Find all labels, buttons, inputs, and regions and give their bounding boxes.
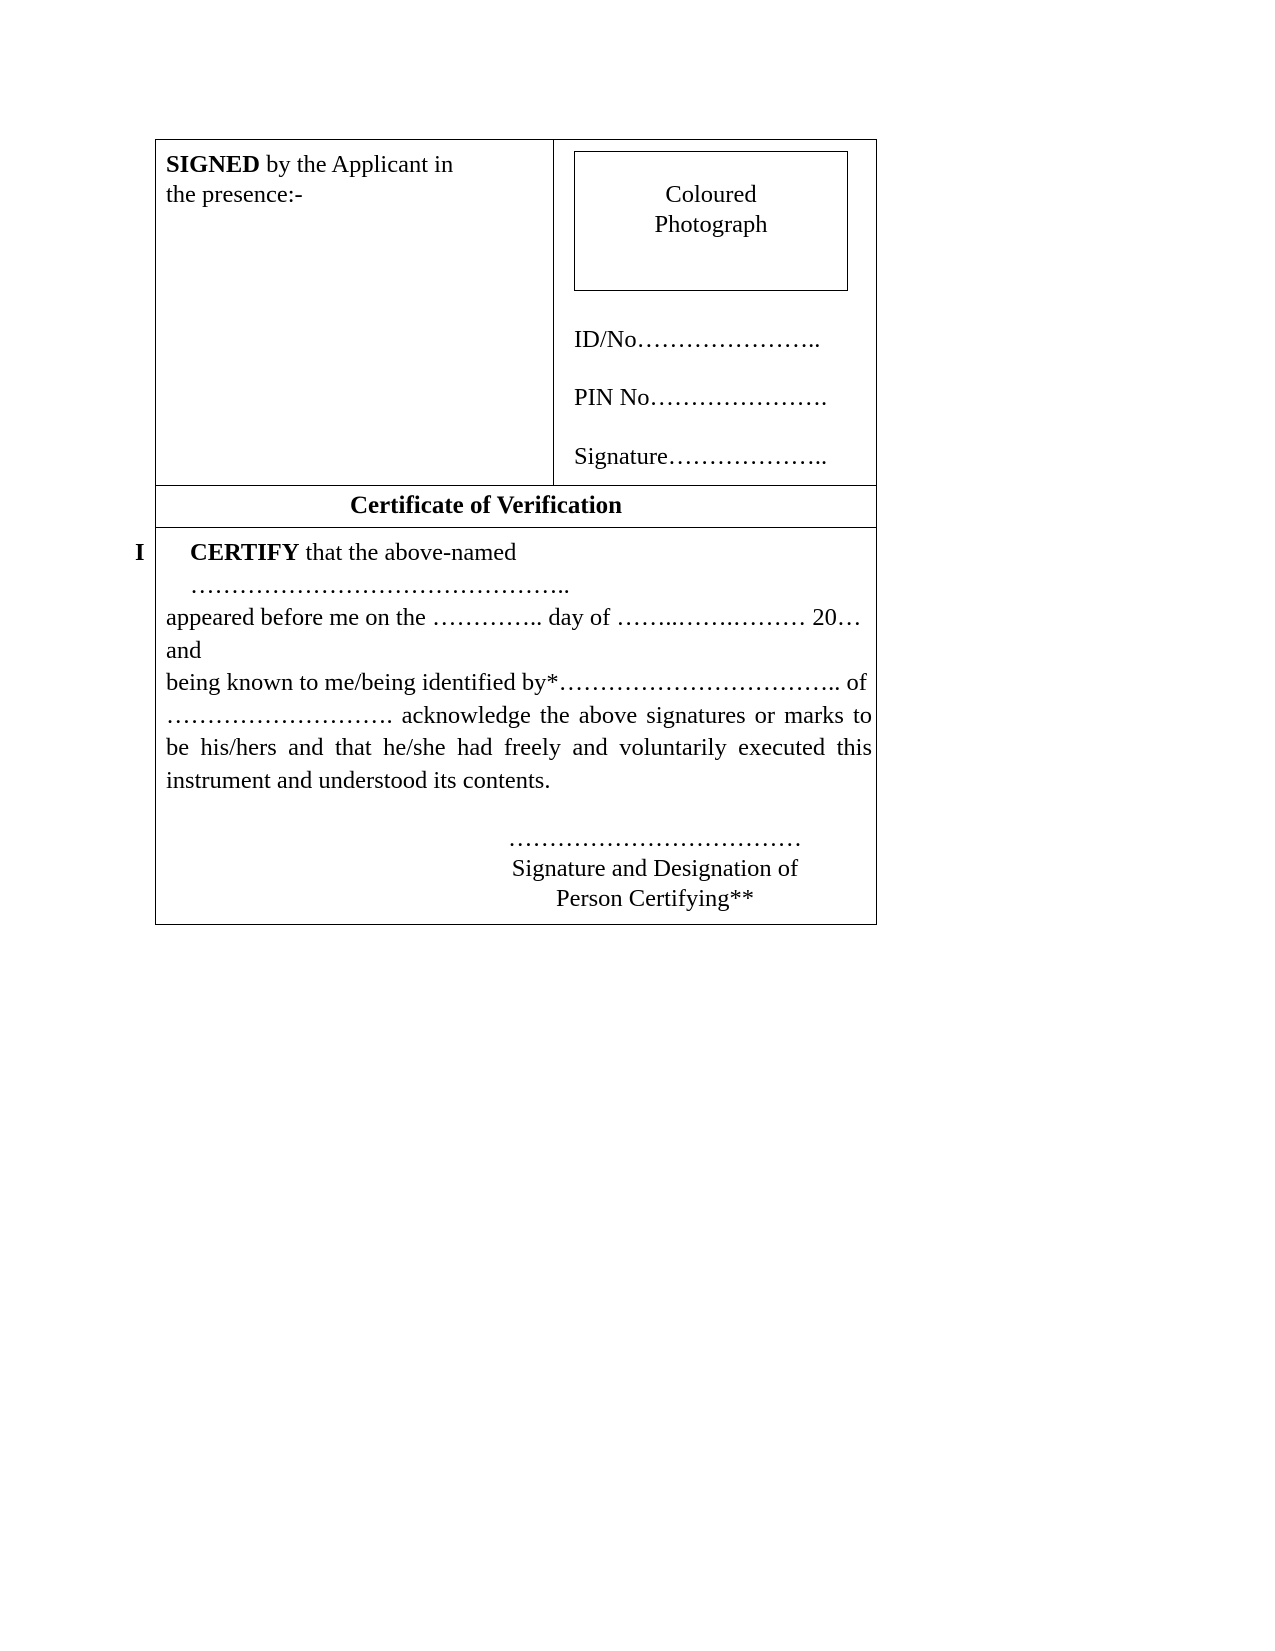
signed-keyword: SIGNED [166,151,260,178]
table-row-signed [156,140,877,925]
certify-line-5: be his/hers and that he/she had freely and voluntarily executed this [166,734,872,762]
witness-signature-field[interactable]: Signature……………….. [574,442,828,470]
signed-by-applicant-cell [156,140,554,485]
signed-by-applicant-text: by the Applicant in [259,151,454,178]
verification-form-table [135,139,877,925]
identity-fields-group [574,325,866,471]
certifying-caption-line2: Person Certifying** [555,884,755,912]
signed-and-photo-row [156,140,876,485]
certify-line-2[interactable]: appeared before me on the ………….. day of ……..…….……… 20… and [166,604,862,664]
photo-label-line1: Coloured [665,181,757,208]
certifying-signature-dotted-line[interactable]: ……………………………… [508,824,802,852]
certify-line-1 [166,537,872,602]
certificate-heading-row [156,485,876,527]
coloured-photograph-box [574,151,848,291]
certificate-of-verification-title: Certificate of Verification [349,492,623,519]
hanging-letter-i: I [135,539,145,566]
photo-and-identity-cell [554,140,876,485]
id-number-field[interactable]: ID/No………………….. [574,326,821,353]
certify-paragraph [166,537,872,798]
certify-line-6: instrument and understood its contents. [166,767,551,795]
certify-line-1-text[interactable]: that the above-named ……………………………………….. [190,539,570,599]
certifying-caption-line1: Signature and Designation of [511,854,799,882]
signed-presence-line: the presence:- [166,180,303,208]
certify-line-3[interactable]: being known to me/being identified by*…………………………….. of [166,669,867,697]
certifying-signature-block [166,824,872,914]
certify-line-4[interactable]: ………………………. acknowledge the above signatures or marks to [166,701,872,729]
photo-label-line2: Photograph [654,210,768,238]
signed-by-applicant-line1 [166,150,545,180]
pin-number-field[interactable]: PIN No…………………. [574,384,828,412]
certify-body-row [135,527,876,924]
certify-keyword: CERTIFY [190,539,300,566]
